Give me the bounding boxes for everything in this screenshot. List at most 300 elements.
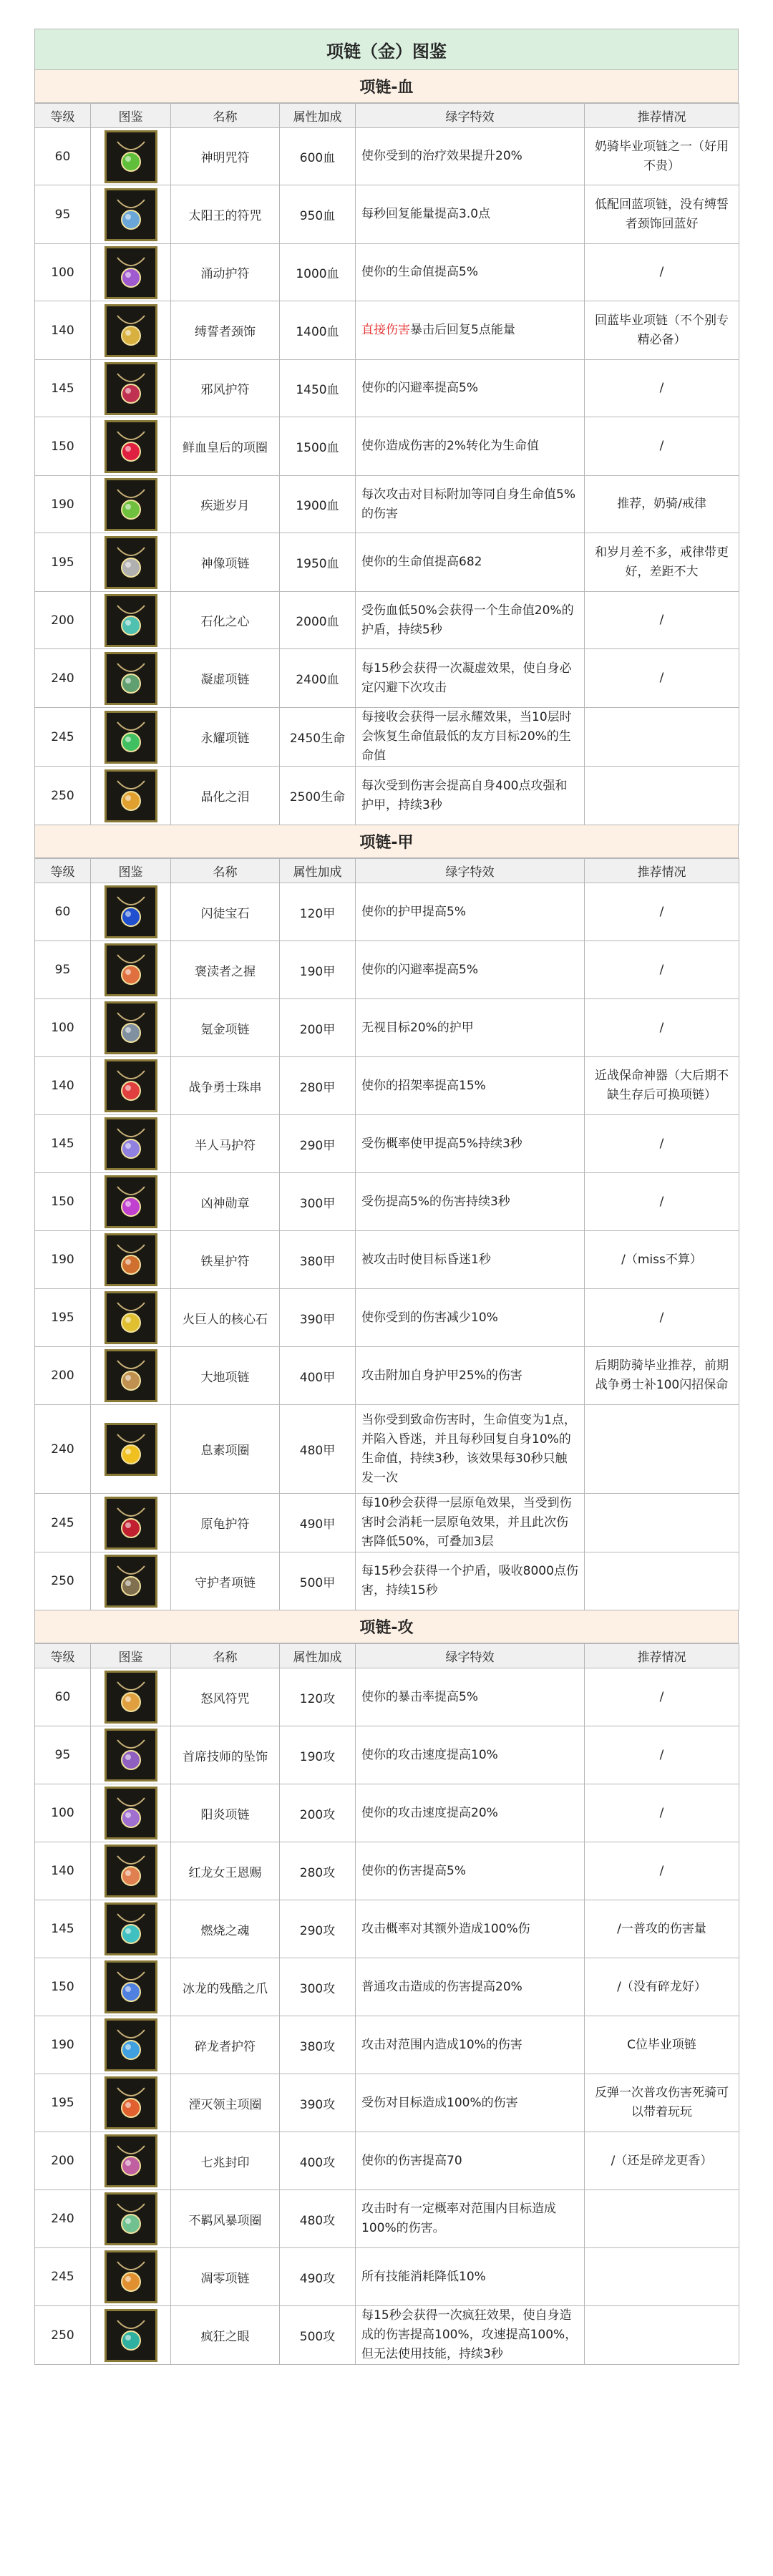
name-cell: 凶神勋章 bbox=[171, 1173, 280, 1231]
name-cell: 神像项链 bbox=[171, 533, 280, 592]
icon-cell bbox=[91, 649, 171, 708]
turtle-charm-icon[interactable] bbox=[104, 1497, 157, 1550]
radiant-emerald-icon[interactable] bbox=[104, 711, 157, 764]
level-cell: 195 bbox=[35, 533, 91, 592]
icon-cell bbox=[91, 1668, 171, 1726]
withering-necklace-icon[interactable] bbox=[104, 2250, 157, 2303]
section-table bbox=[34, 1643, 739, 2365]
level-cell: 190 bbox=[35, 1231, 91, 1289]
recommendation-cell: / bbox=[585, 244, 739, 301]
sections bbox=[34, 70, 739, 2365]
column-header: 绿字特效 bbox=[356, 1644, 585, 1668]
stat-cell: 1500血 bbox=[280, 417, 356, 476]
level-cell: 60 bbox=[35, 1668, 91, 1726]
name-cell: 凋零项链 bbox=[171, 2248, 280, 2306]
icon-cell bbox=[91, 2306, 171, 2365]
stat-cell: 200攻 bbox=[280, 1784, 356, 1842]
table-row bbox=[35, 301, 739, 360]
level-cell: 145 bbox=[35, 1900, 91, 1958]
icon-cell bbox=[91, 417, 171, 476]
name-cell: 闪徒宝石 bbox=[171, 883, 280, 941]
icon-cell bbox=[91, 592, 171, 649]
level-cell: 200 bbox=[35, 2132, 91, 2190]
level-cell: 100 bbox=[35, 999, 91, 1057]
column-header: 名称 bbox=[171, 859, 280, 883]
header-row bbox=[35, 104, 739, 128]
column-header: 等级 bbox=[35, 859, 91, 883]
icon-cell bbox=[91, 1231, 171, 1289]
level-cell: 150 bbox=[35, 1958, 91, 2016]
column-header: 属性加成 bbox=[280, 1644, 356, 1668]
section-title: 项链-血 bbox=[34, 70, 739, 103]
guardian-necklace-icon[interactable] bbox=[104, 1555, 157, 1608]
effect-cell: 普通攻击造成的伤害提高20% bbox=[356, 1958, 585, 2016]
effect-cell: 攻击对范围内造成10%的伤害 bbox=[356, 2016, 585, 2074]
section-title: 项链-甲 bbox=[34, 825, 739, 858]
stat-cell: 120攻 bbox=[280, 1668, 356, 1726]
effect-cell: 当你受到致命伤害时，生命值变为1点，并陷入昏迷，并且每秒回复自身10%的生命值，持续3秒，该效果每30秒只触发一次 bbox=[356, 1405, 585, 1494]
recommendation-cell: / bbox=[585, 1784, 739, 1842]
name-cell: 阳炎项链 bbox=[171, 1784, 280, 1842]
icon-cell bbox=[91, 301, 171, 360]
column-header: 绿字特效 bbox=[356, 104, 585, 128]
stat-cell: 120甲 bbox=[280, 883, 356, 941]
icon-cell bbox=[91, 1405, 171, 1494]
icon-cell bbox=[91, 2016, 171, 2074]
stat-cell: 480甲 bbox=[280, 1405, 356, 1494]
fiend-medal-icon[interactable] bbox=[104, 1175, 157, 1228]
level-cell: 95 bbox=[35, 185, 91, 244]
name-cell: 太阳王的符咒 bbox=[171, 185, 280, 244]
annihilator-collar-icon[interactable] bbox=[104, 2076, 157, 2129]
effect-cell: 受伤血低50%会获得一个生命值20%的护盾，持续5秒 bbox=[356, 592, 585, 649]
icon-cell bbox=[91, 2248, 171, 2306]
table-row bbox=[35, 1668, 739, 1726]
icon-cell bbox=[91, 2074, 171, 2132]
name-cell: 原龟护符 bbox=[171, 1494, 280, 1552]
burning-soul-icon[interactable] bbox=[104, 1902, 157, 1955]
name-cell: 疯狂之眼 bbox=[171, 2306, 280, 2365]
effect-cell: 使你的闪避率提高5% bbox=[356, 941, 585, 999]
recommendation-cell: 低配回蓝项链，没有缚誓者颈饰回蓝好 bbox=[585, 185, 739, 244]
table-row bbox=[35, 1289, 739, 1347]
icon-cell bbox=[91, 1494, 171, 1552]
effect-cell: 攻击概率对其额外造成100%伤 bbox=[356, 1900, 585, 1958]
recommendation-cell: / bbox=[585, 1842, 739, 1900]
recommendation-cell: 回蓝毕业项链（不个别专精必备） bbox=[585, 301, 739, 360]
level-cell: 100 bbox=[35, 1784, 91, 1842]
stat-cell: 600血 bbox=[280, 128, 356, 185]
column-header: 推荐情况 bbox=[585, 1644, 739, 1668]
name-cell: 铁星护符 bbox=[171, 1231, 280, 1289]
table-row bbox=[35, 476, 739, 533]
dragon-feather-icon[interactable] bbox=[104, 1844, 157, 1897]
icon-cell bbox=[91, 1726, 171, 1784]
level-cell: 245 bbox=[35, 2248, 91, 2306]
name-cell: 鲜血皇后的项圈 bbox=[171, 417, 280, 476]
recommendation-cell: / bbox=[585, 1668, 739, 1726]
effect-cell: 每15秒会获得一次疯狂效果，使自身造成的伤害提高100%，攻速提高100%，但无法使用技能，持续3秒 bbox=[356, 2306, 585, 2365]
recommendation-cell: C位毕业项链 bbox=[585, 2016, 739, 2074]
stat-cell: 490甲 bbox=[280, 1494, 356, 1552]
icon-cell bbox=[91, 1552, 171, 1610]
effect-cell: 每秒回复能量提高3.0点 bbox=[356, 185, 585, 244]
recommendation-cell bbox=[585, 708, 739, 767]
level-cell: 250 bbox=[35, 2306, 91, 2365]
column-header: 推荐情况 bbox=[585, 104, 739, 128]
recommendation-cell: 后期防骑毕业推荐，前期战争勇士补100闪招保命 bbox=[585, 1347, 739, 1405]
column-header: 属性加成 bbox=[280, 104, 356, 128]
dragonslayer-charm-icon[interactable] bbox=[104, 2018, 157, 2071]
header-row bbox=[35, 859, 739, 883]
seven-seal-icon[interactable] bbox=[104, 2134, 157, 2187]
table-row bbox=[35, 1231, 739, 1289]
table-row bbox=[35, 883, 739, 941]
stat-cell: 380甲 bbox=[280, 1231, 356, 1289]
effect-cell: 使你的伤害提高70 bbox=[356, 2132, 585, 2190]
stat-cell: 1900血 bbox=[280, 476, 356, 533]
recommendation-cell: 奶骑毕业项链之一（好用不贵） bbox=[585, 128, 739, 185]
table-row bbox=[35, 128, 739, 185]
mad-eye-icon[interactable] bbox=[104, 2309, 157, 2362]
level-cell: 195 bbox=[35, 1289, 91, 1347]
name-cell: 息素项圈 bbox=[171, 1405, 280, 1494]
level-cell: 150 bbox=[35, 1173, 91, 1231]
name-cell: 怒风符咒 bbox=[171, 1668, 280, 1726]
section-title: 项链-攻 bbox=[34, 1610, 739, 1643]
table-row bbox=[35, 2016, 739, 2074]
level-cell: 95 bbox=[35, 941, 91, 999]
stat-cell: 500攻 bbox=[280, 2306, 356, 2365]
level-cell: 145 bbox=[35, 360, 91, 417]
stat-cell: 390甲 bbox=[280, 1289, 356, 1347]
stat-cell: 400攻 bbox=[280, 2132, 356, 2190]
effect-cell: 使你的闪避率提高5% bbox=[356, 360, 585, 417]
table-row bbox=[35, 1726, 739, 1784]
stat-cell: 2000血 bbox=[280, 592, 356, 649]
column-header: 推荐情况 bbox=[585, 859, 739, 883]
stat-cell: 390攻 bbox=[280, 2074, 356, 2132]
stat-cell: 280攻 bbox=[280, 1842, 356, 1900]
icon-cell bbox=[91, 1958, 171, 2016]
leaf-pendant-icon[interactable] bbox=[104, 478, 157, 531]
earth-necklace-icon[interactable] bbox=[104, 1349, 157, 1402]
effect-cell: 每15秒会获得一次凝虚效果，使自身必定闪避下次攻击 bbox=[356, 649, 585, 708]
iron-star-icon[interactable] bbox=[104, 1233, 157, 1286]
level-cell: 150 bbox=[35, 417, 91, 476]
table-row bbox=[35, 1842, 739, 1900]
level-cell: 195 bbox=[35, 2074, 91, 2132]
blue-sapphire-icon[interactable] bbox=[104, 885, 157, 938]
golden-bell-icon[interactable] bbox=[104, 1423, 157, 1476]
table-row bbox=[35, 708, 739, 767]
warrior-beads-icon[interactable] bbox=[104, 1059, 157, 1112]
level-cell: 200 bbox=[35, 592, 91, 649]
table-row bbox=[35, 1405, 739, 1494]
column-header: 名称 bbox=[171, 104, 280, 128]
level-cell: 190 bbox=[35, 476, 91, 533]
icon-cell bbox=[91, 2132, 171, 2190]
table-row bbox=[35, 592, 739, 649]
recommendation-cell: / bbox=[585, 883, 739, 941]
level-cell: 250 bbox=[35, 767, 91, 825]
recommendation-cell: / bbox=[585, 1289, 739, 1347]
recommendation-cell: 和岁月差不多，戒律带更好，差距不大 bbox=[585, 533, 739, 592]
effect-cell: 使你造成伤害的2%转化为生命值 bbox=[356, 417, 585, 476]
name-cell: 冰龙的残酷之爪 bbox=[171, 1958, 280, 2016]
recommendation-cell: /（没有碎龙好） bbox=[585, 1958, 739, 2016]
stat-cell: 480攻 bbox=[280, 2190, 356, 2248]
ruby-collar-icon[interactable] bbox=[104, 420, 157, 473]
engineer-pendant-icon[interactable] bbox=[104, 1729, 157, 1782]
table-row bbox=[35, 999, 739, 1057]
effect-cell: 使你的伤害提高5% bbox=[356, 1842, 585, 1900]
recommendation-cell: / bbox=[585, 1173, 739, 1231]
name-cell: 红龙女王恩赐 bbox=[171, 1842, 280, 1900]
level-cell: 140 bbox=[35, 301, 91, 360]
purple-feather-icon[interactable] bbox=[104, 246, 157, 299]
crimson-amulet-icon[interactable] bbox=[104, 362, 157, 415]
icon-cell bbox=[91, 1115, 171, 1173]
level-cell: 245 bbox=[35, 1494, 91, 1552]
table-row bbox=[35, 360, 739, 417]
effect-highlight: 直接伤害 bbox=[361, 323, 410, 337]
recommendation-cell: / bbox=[585, 1726, 739, 1784]
icon-cell bbox=[91, 883, 171, 941]
icon-cell bbox=[91, 1289, 171, 1347]
recommendation-cell bbox=[585, 2306, 739, 2365]
stat-cell: 280甲 bbox=[280, 1057, 356, 1115]
table-row bbox=[35, 533, 739, 592]
column-header: 等级 bbox=[35, 1644, 91, 1668]
effect-cell: 攻击时有一定概率对范围内目标造成100%的伤害。 bbox=[356, 2190, 585, 2248]
table-row bbox=[35, 244, 739, 301]
sunflare-necklace-icon[interactable] bbox=[104, 1787, 157, 1839]
recommendation-cell: 反弹一次普攻伤害死骑可以带着玩玩 bbox=[585, 2074, 739, 2132]
green-gem-amulet-icon[interactable] bbox=[104, 130, 157, 183]
icon-cell bbox=[91, 708, 171, 767]
name-cell: 火巨人的核心石 bbox=[171, 1289, 280, 1347]
page-title: 项链（金）图鉴 bbox=[34, 29, 739, 70]
stat-cell: 190甲 bbox=[280, 941, 356, 999]
table-row bbox=[35, 185, 739, 244]
name-cell: 永耀项链 bbox=[171, 708, 280, 767]
effect-cell: 使你的攻击速度提高20% bbox=[356, 1784, 585, 1842]
column-header: 图鉴 bbox=[91, 104, 171, 128]
icon-cell bbox=[91, 1900, 171, 1958]
name-cell: 大地项链 bbox=[171, 1347, 280, 1405]
level-cell: 60 bbox=[35, 128, 91, 185]
table-row bbox=[35, 2248, 739, 2306]
effect-cell: 受伤对目标造成100%的伤害 bbox=[356, 2074, 585, 2132]
effect-cell: 每次受到伤害会提高自身400点攻强和护甲，持续3秒 bbox=[356, 767, 585, 825]
recommendation-cell bbox=[585, 2190, 739, 2248]
effect-cell: 使你的暴击率提高5% bbox=[356, 1668, 585, 1726]
name-cell: 湮灭领主项圈 bbox=[171, 2074, 280, 2132]
table-row bbox=[35, 1494, 739, 1552]
stat-cell: 380攻 bbox=[280, 2016, 356, 2074]
name-cell: 战争勇士珠串 bbox=[171, 1057, 280, 1115]
fire-core-icon[interactable] bbox=[104, 1291, 157, 1344]
name-cell: 七兆封印 bbox=[171, 2132, 280, 2190]
icon-cell bbox=[91, 2190, 171, 2248]
column-header: 图鉴 bbox=[91, 1644, 171, 1668]
table-row bbox=[35, 941, 739, 999]
effect-cell: 使你的护甲提高5% bbox=[356, 883, 585, 941]
effect-cell: 攻击附加自身护甲25%的伤害 bbox=[356, 1347, 585, 1405]
icon-cell bbox=[91, 185, 171, 244]
crescent-charm-icon[interactable] bbox=[104, 188, 157, 241]
level-cell: 240 bbox=[35, 649, 91, 708]
stat-cell: 1950血 bbox=[280, 533, 356, 592]
stat-cell: 2450生命 bbox=[280, 708, 356, 767]
section-table bbox=[34, 103, 739, 825]
name-cell: 邪风护符 bbox=[171, 360, 280, 417]
recommendation-cell bbox=[585, 1494, 739, 1552]
recommendation-cell bbox=[585, 1405, 739, 1494]
icon-cell bbox=[91, 999, 171, 1057]
storm-collar-icon[interactable] bbox=[104, 2192, 157, 2245]
recommendation-cell bbox=[585, 2248, 739, 2306]
level-cell: 250 bbox=[35, 1552, 91, 1610]
recommendation-cell: 推荐，奶骑/戒律 bbox=[585, 476, 739, 533]
name-cell: 守护者项链 bbox=[171, 1552, 280, 1610]
level-cell: 140 bbox=[35, 1842, 91, 1900]
page-container bbox=[34, 29, 739, 2365]
level-cell: 240 bbox=[35, 1405, 91, 1494]
name-cell: 石化之心 bbox=[171, 592, 280, 649]
column-header: 绿字特效 bbox=[356, 859, 585, 883]
recommendation-cell bbox=[585, 1552, 739, 1610]
icon-cell bbox=[91, 128, 171, 185]
name-cell: 不羁风暴项圈 bbox=[171, 2190, 280, 2248]
table-row bbox=[35, 2074, 739, 2132]
wind-charm-icon[interactable] bbox=[104, 1671, 157, 1724]
recommendation-cell bbox=[585, 767, 739, 825]
recommendation-cell: / bbox=[585, 999, 739, 1057]
stat-cell: 2400血 bbox=[280, 649, 356, 708]
icon-cell bbox=[91, 1842, 171, 1900]
level-cell: 145 bbox=[35, 1115, 91, 1173]
icon-cell bbox=[91, 1173, 171, 1231]
ice-claw-icon[interactable] bbox=[104, 1960, 157, 2013]
centaur-charm-icon[interactable] bbox=[104, 1117, 157, 1170]
level-cell: 100 bbox=[35, 244, 91, 301]
icon-cell bbox=[91, 244, 171, 301]
effect-cell: 使你受到的伤害减少10% bbox=[356, 1289, 585, 1347]
name-cell: 涌动护符 bbox=[171, 244, 280, 301]
table-row bbox=[35, 649, 739, 708]
icon-cell bbox=[91, 533, 171, 592]
name-cell: 缚誓者颈饰 bbox=[171, 301, 280, 360]
icon-cell bbox=[91, 476, 171, 533]
effect-cell: 每接收会获得一层永耀效果，当10层时会恢复生命值最低的友方目标20%的生命值 bbox=[356, 708, 585, 767]
icon-cell bbox=[91, 1057, 171, 1115]
table-row bbox=[35, 2132, 739, 2190]
table-row bbox=[35, 1057, 739, 1115]
icon-cell bbox=[91, 941, 171, 999]
stone-heart-icon[interactable] bbox=[104, 594, 157, 647]
table-row bbox=[35, 1900, 739, 1958]
stat-cell: 490攻 bbox=[280, 2248, 356, 2306]
table-row bbox=[35, 2306, 739, 2365]
effect-cell: 直接伤害暴击后回复5点能量 bbox=[356, 301, 585, 360]
effect-cell: 使你的生命值提高5% bbox=[356, 244, 585, 301]
column-header: 属性加成 bbox=[280, 859, 356, 883]
recommendation-cell: /（miss不算） bbox=[585, 1231, 739, 1289]
icon-cell bbox=[91, 1347, 171, 1405]
effect-cell: 使你受到的治疗效果提升20% bbox=[356, 128, 585, 185]
effect-cell: 每10秒会获得一层原龟效果，当受到伤害时会消耗一层原龟效果，并且此次伤害降低50%，可叠加3层 bbox=[356, 1494, 585, 1552]
crystal-tear-icon[interactable] bbox=[104, 769, 157, 822]
recommendation-cell: / bbox=[585, 649, 739, 708]
icon-cell bbox=[91, 767, 171, 825]
serpent-necklace-icon[interactable] bbox=[104, 304, 157, 357]
stat-cell: 950血 bbox=[280, 185, 356, 244]
void-gem-icon[interactable] bbox=[104, 652, 157, 705]
recommendation-cell: /（还是碎龙更香） bbox=[585, 2132, 739, 2190]
stat-cell: 290攻 bbox=[280, 1900, 356, 1958]
effect-cell: 受伤概率使甲提高5%持续3秒 bbox=[356, 1115, 585, 1173]
effect-cell: 无视目标20%的护甲 bbox=[356, 999, 585, 1057]
chain-pendant-icon[interactable] bbox=[104, 1001, 157, 1054]
table-row bbox=[35, 1784, 739, 1842]
name-cell: 氪金项链 bbox=[171, 999, 280, 1057]
effect-cell: 被攻击时使目标昏迷1秒 bbox=[356, 1231, 585, 1289]
name-cell: 晶化之泪 bbox=[171, 767, 280, 825]
effect-cell: 使你的生命值提高682 bbox=[356, 533, 585, 592]
recommendation-cell: / bbox=[585, 941, 739, 999]
name-cell: 凝虚项链 bbox=[171, 649, 280, 708]
column-header: 名称 bbox=[171, 1644, 280, 1668]
level-cell: 190 bbox=[35, 2016, 91, 2074]
icon-cell bbox=[91, 360, 171, 417]
level-cell: 200 bbox=[35, 1347, 91, 1405]
recommendation-cell: / bbox=[585, 592, 739, 649]
column-header: 等级 bbox=[35, 104, 91, 128]
table-row bbox=[35, 1958, 739, 2016]
level-cell: 240 bbox=[35, 2190, 91, 2248]
name-cell: 褒渎者之握 bbox=[171, 941, 280, 999]
section-table bbox=[34, 858, 739, 1610]
effect-cell: 所有技能消耗降低10% bbox=[356, 2248, 585, 2306]
name-cell: 疾逝岁月 bbox=[171, 476, 280, 533]
stat-cell: 300攻 bbox=[280, 1958, 356, 2016]
flame-grip-icon[interactable] bbox=[104, 943, 157, 996]
recommendation-cell: / bbox=[585, 360, 739, 417]
stat-cell: 1000血 bbox=[280, 244, 356, 301]
level-cell: 95 bbox=[35, 1726, 91, 1784]
name-cell: 首席技师的坠饰 bbox=[171, 1726, 280, 1784]
recommendation-cell: / bbox=[585, 1115, 739, 1173]
column-header: 图鉴 bbox=[91, 859, 171, 883]
name-cell: 燃烧之魂 bbox=[171, 1900, 280, 1958]
stat-cell: 2500生命 bbox=[280, 767, 356, 825]
table-row bbox=[35, 1347, 739, 1405]
stat-cell: 1400血 bbox=[280, 301, 356, 360]
effect-cell: 使你的攻击速度提高10% bbox=[356, 1726, 585, 1784]
recommendation-cell: / bbox=[585, 417, 739, 476]
table-row bbox=[35, 1173, 739, 1231]
recommendation-cell: /一普攻的伤害量 bbox=[585, 1900, 739, 1958]
name-cell: 碎龙者护符 bbox=[171, 2016, 280, 2074]
effect-cell: 使你的招架率提高15% bbox=[356, 1057, 585, 1115]
stat-cell: 300甲 bbox=[280, 1173, 356, 1231]
idol-necklace-icon[interactable] bbox=[104, 536, 157, 589]
effect-cell: 受伤提高5%的伤害持续3秒 bbox=[356, 1173, 585, 1231]
level-cell: 60 bbox=[35, 883, 91, 941]
stat-cell: 400甲 bbox=[280, 1347, 356, 1405]
